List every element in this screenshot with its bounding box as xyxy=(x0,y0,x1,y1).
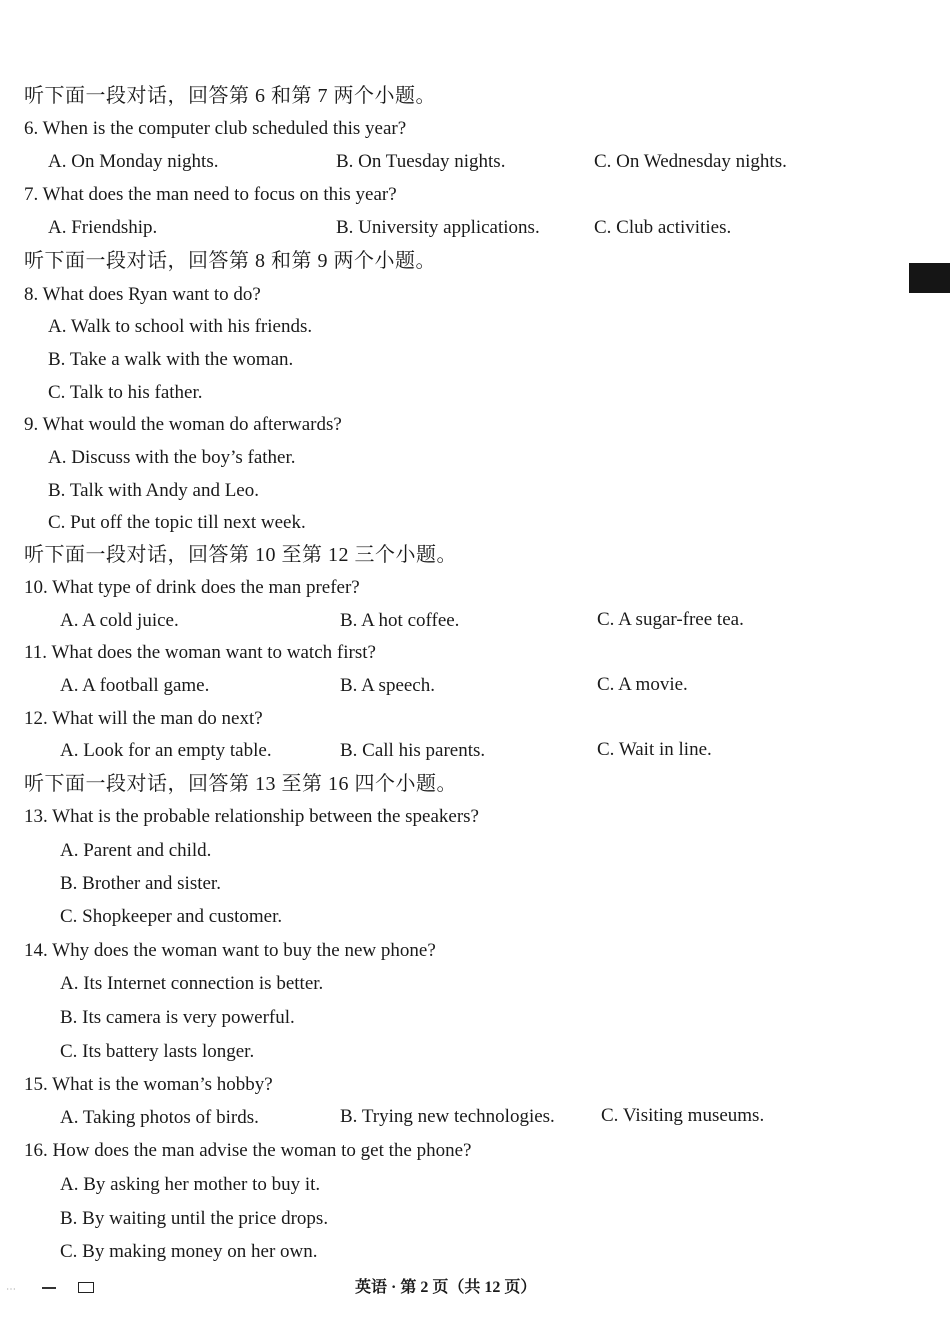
question-7-option-b: B. University applications. xyxy=(336,217,540,238)
question-12-option-c: C. Wait in line. xyxy=(597,739,712,760)
question-16-option-b: B. By waiting until the price drops. xyxy=(60,1208,329,1229)
footer-dash-mark xyxy=(42,1287,56,1289)
question-15-option-b: B. Trying new technologies. xyxy=(340,1106,555,1127)
question-16-stem: 16. How does the man advise the woman to get the phone? xyxy=(24,1140,472,1161)
question-12-option-b: B. Call his parents. xyxy=(340,740,486,761)
section-instruction: 听下面一段对话，回答第 6 和第 7 两个小题。 xyxy=(24,85,436,107)
footer-box-mark xyxy=(78,1282,94,1293)
scan-artifact: ⋯ xyxy=(6,1284,16,1295)
question-8-option-c: C. Talk to his father. xyxy=(48,382,203,403)
section-instruction: 听下面一段对话，回答第 10 至第 12 三个小题。 xyxy=(24,544,457,566)
question-10-option-b: B. A hot coffee. xyxy=(340,610,460,631)
question-14-option-a: A. Its Internet connection is better. xyxy=(60,973,324,994)
question-12-option-a: A. Look for an empty table. xyxy=(60,740,272,761)
question-11-stem: 11. What does the woman want to watch first? xyxy=(24,642,376,663)
question-12-stem: 12. What will the man do next? xyxy=(24,708,263,729)
question-11-option-b: B. A speech. xyxy=(340,675,435,696)
question-15-stem: 15. What is the woman’s hobby? xyxy=(24,1074,273,1095)
question-14-stem: 14. Why does the woman want to buy the new phone? xyxy=(24,940,436,961)
question-10-option-a: A. A cold juice. xyxy=(60,610,179,631)
question-11-option-c: C. A movie. xyxy=(597,674,688,695)
question-14-option-c: C. Its battery lasts longer. xyxy=(60,1041,255,1062)
question-13-option-a: A. Parent and child. xyxy=(60,840,212,861)
question-7-option-a: A. Friendship. xyxy=(48,217,158,238)
question-9-option-a: A. Discuss with the boy’s father. xyxy=(48,447,296,468)
question-6-stem: 6. When is the computer club scheduled this year? xyxy=(24,118,407,139)
question-10-stem: 10. What type of drink does the man prefer? xyxy=(24,577,360,598)
question-7-option-c: C. Club activities. xyxy=(594,217,732,238)
question-13-stem: 13. What is the probable relationship between the speakers? xyxy=(24,806,479,827)
page-footer xyxy=(0,1276,950,1300)
question-8-stem: 8. What does Ryan want to do? xyxy=(24,284,261,305)
question-6-option-c: C. On Wednesday nights. xyxy=(594,151,787,172)
question-8-option-a: A. Walk to school with his friends. xyxy=(48,316,313,337)
question-8-option-b: B. Take a walk with the woman. xyxy=(48,349,294,370)
question-13-option-c: C. Shopkeeper and customer. xyxy=(60,906,283,927)
question-15-option-c: C. Visiting museums. xyxy=(601,1105,765,1126)
question-15-option-a: A. Taking photos of birds. xyxy=(60,1107,259,1128)
question-9-option-c: C. Put off the topic till next week. xyxy=(48,512,306,533)
question-9-stem: 9. What would the woman do afterwards? xyxy=(24,414,342,435)
question-14-option-b: B. Its camera is very powerful. xyxy=(60,1007,295,1028)
side-tab-marker xyxy=(909,263,950,293)
question-10-option-c: C. A sugar-free tea. xyxy=(597,609,744,630)
question-7-stem: 7. What does the man need to focus on this year? xyxy=(24,184,397,205)
page-number-label: 英语 · 第 2 页（共 12 页） xyxy=(355,1279,537,1296)
question-9-option-b: B. Talk with Andy and Leo. xyxy=(48,480,259,501)
question-6-option-a: A. On Monday nights. xyxy=(48,151,219,172)
question-11-option-a: A. A football game. xyxy=(60,675,210,696)
question-6-option-b: B. On Tuesday nights. xyxy=(336,151,506,172)
section-instruction: 听下面一段对话，回答第 8 和第 9 两个小题。 xyxy=(24,250,436,272)
question-16-option-c: C. By making money on her own. xyxy=(60,1241,318,1262)
question-16-option-a: A. By asking her mother to buy it. xyxy=(60,1174,321,1195)
question-13-option-b: B. Brother and sister. xyxy=(60,873,221,894)
section-instruction: 听下面一段对话，回答第 13 至第 16 四个小题。 xyxy=(24,773,457,795)
